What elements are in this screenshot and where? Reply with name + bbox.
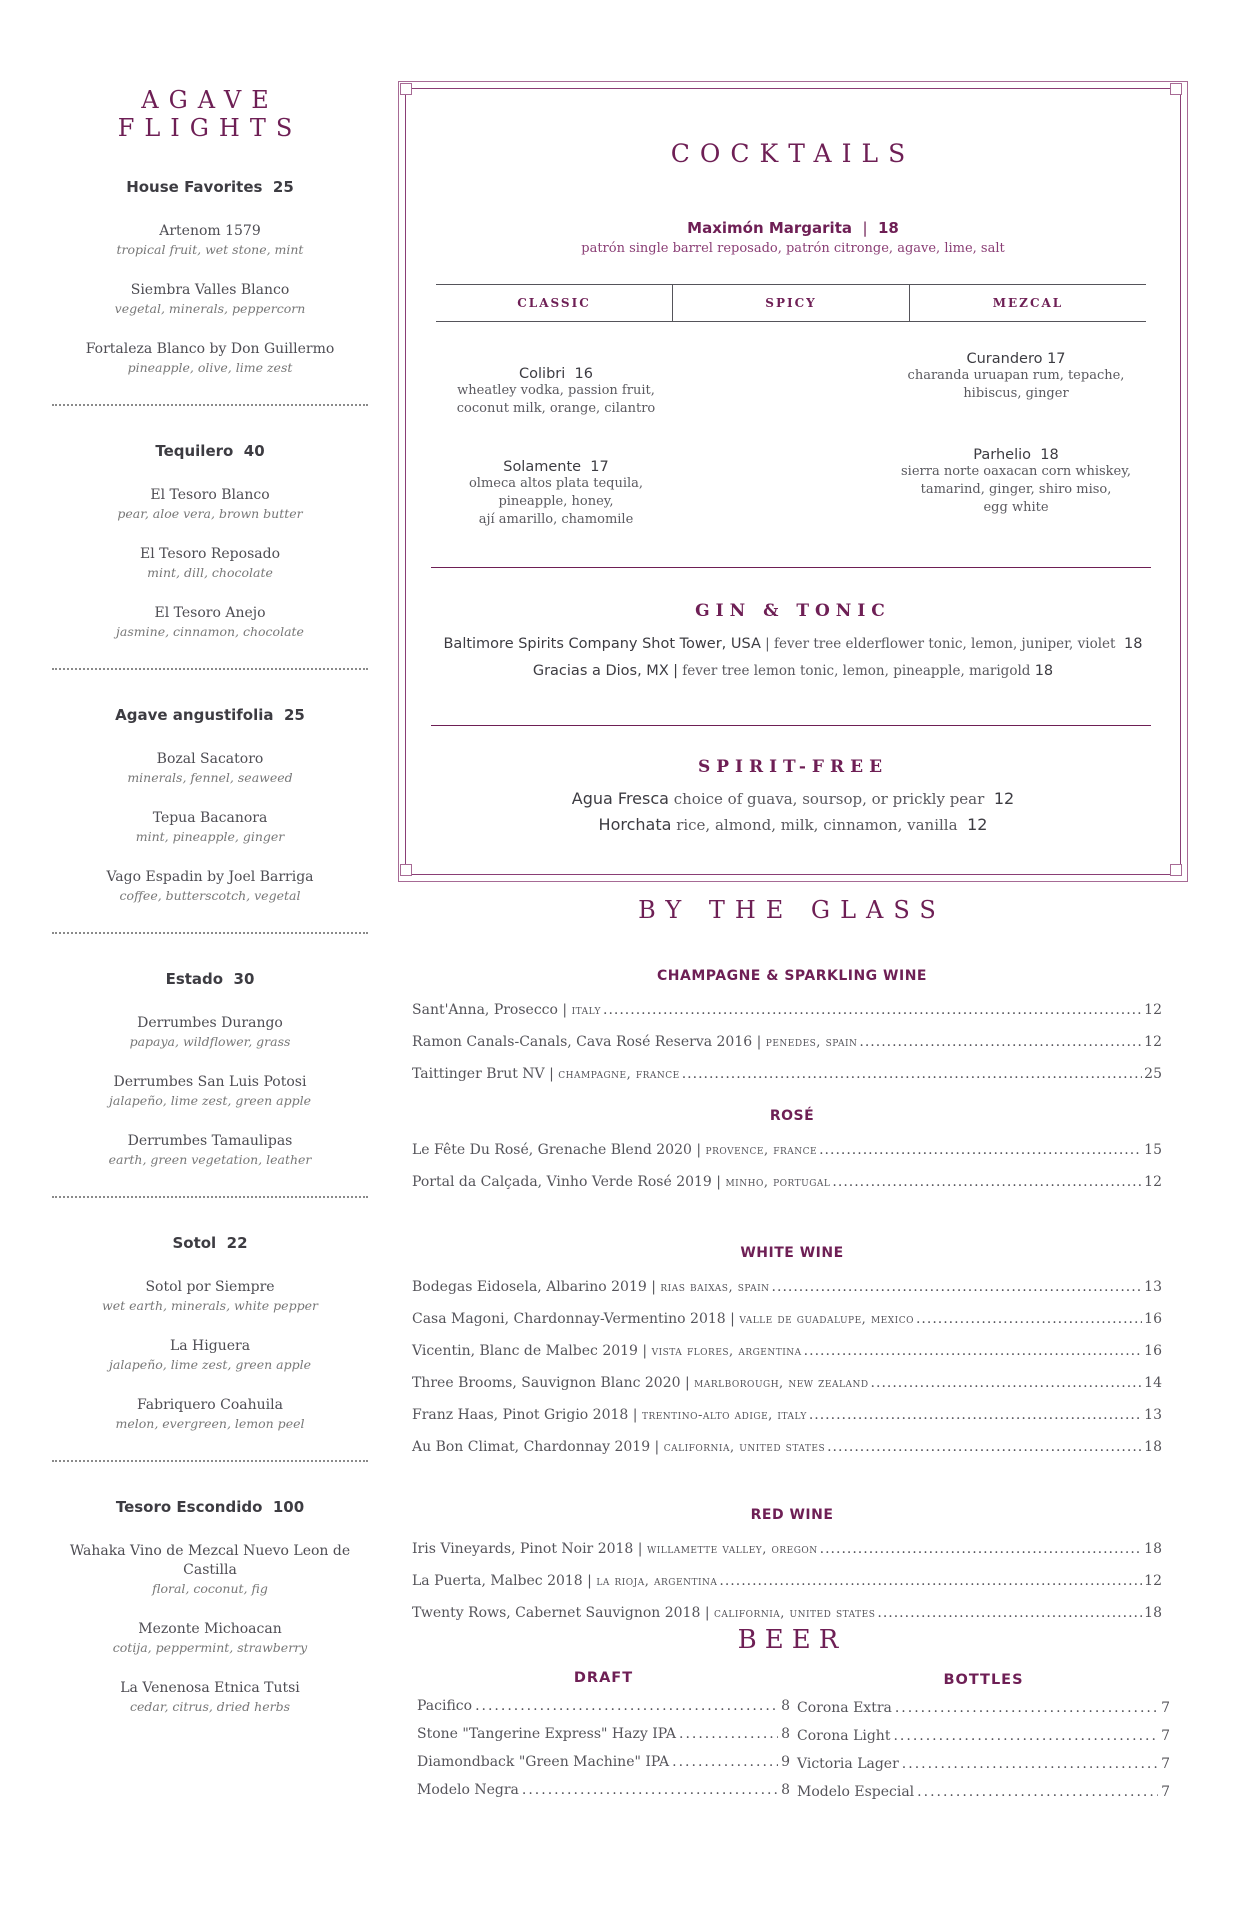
dot-leader	[603, 1002, 1142, 1018]
wine-separator: |	[700, 1605, 714, 1621]
wine-price: 12	[1144, 1034, 1162, 1050]
flight-item	[52, 750, 368, 786]
flight-item	[52, 1132, 368, 1168]
wine-row	[412, 1279, 1162, 1295]
tasting-notes: mint, pineapple, ginger	[135, 829, 285, 844]
flight-item	[52, 1337, 368, 1373]
cocktail-parhelio	[896, 447, 1136, 517]
tab-classic: CLASSIC	[517, 296, 591, 310]
flight-item	[52, 1073, 368, 1109]
wine-region: trentino-alto adige, italy	[641, 1408, 807, 1423]
wine-region: champagne, france	[558, 1067, 680, 1082]
wine-region: penedes, spain	[765, 1035, 858, 1050]
tasting-notes: jasmine, cinnamon, chocolate	[116, 624, 304, 639]
draft-title: DRAFT	[573, 1670, 634, 1686]
beer-row	[797, 1728, 1170, 1756]
flight-name	[52, 970, 368, 988]
wine-row	[412, 1573, 1162, 1589]
beer-name: Diamondback "Green Machine" IPA	[417, 1754, 670, 1770]
spirit-free-list	[406, 786, 1180, 838]
section-divider	[431, 725, 1151, 726]
wine-region: provence, france	[705, 1143, 818, 1158]
wine-price: 25	[1144, 1066, 1162, 1082]
featured-cocktail	[406, 219, 1180, 256]
tasting-notes: jalapeño, lime zest, green apple	[109, 1093, 311, 1108]
wine-name: Taittinger Brut NV	[412, 1066, 545, 1082]
wine-category-title: RED WINE	[750, 1507, 834, 1523]
wine-region: la rioja, argentina	[596, 1574, 718, 1589]
dot-leader	[902, 1756, 1158, 1772]
tasting-notes: wet earth, minerals, white pepper	[102, 1298, 318, 1313]
flight-item	[52, 222, 368, 258]
wine-price: 13	[1144, 1279, 1162, 1295]
spirit-name: Bozal Sacatoro	[156, 751, 264, 767]
flight-title: Sotol	[172, 1234, 217, 1252]
flight-price: 25	[283, 706, 305, 724]
spirit-name: La Higuera	[169, 1338, 251, 1354]
flight-item	[52, 604, 368, 640]
beer-price: 8	[781, 1782, 790, 1798]
wine-name: Ramon Canals-Canals, Cava Rosé Reserva 2016	[412, 1034, 753, 1050]
wine-name: Casa Magoni, Chardonnay-Vermentino 2018	[412, 1311, 726, 1327]
flight-title: Estado	[165, 970, 224, 988]
beer-row	[797, 1756, 1170, 1784]
featured-cocktail-name: Maximón Margarita | 18	[687, 219, 899, 237]
cocktail-desc: egg white	[983, 500, 1049, 515]
dot-leader	[804, 1343, 1143, 1359]
dot-leader	[719, 1573, 1142, 1589]
flight-price: 30	[233, 970, 255, 988]
flight-item	[52, 486, 368, 522]
frame-corner	[400, 864, 412, 876]
flight-title: Agave angustifolia	[115, 706, 274, 724]
beer-title: BEER	[737, 1625, 847, 1655]
flight-group	[52, 178, 368, 376]
dot-leader	[522, 1782, 778, 1798]
by-the-glass-title: BY THE GLASS	[638, 896, 946, 924]
tasting-notes: earth, green vegetation, leather	[108, 1152, 312, 1167]
flight-item	[52, 1396, 368, 1432]
tasting-notes: floral, coconut, fig	[152, 1581, 268, 1596]
wine-price: 14	[1144, 1375, 1162, 1391]
wine-price: 13	[1144, 1407, 1162, 1423]
dotted-divider	[52, 1196, 368, 1198]
dot-leader	[682, 1066, 1142, 1082]
wine-region: vista flores, argentina	[651, 1344, 802, 1359]
beer-row	[417, 1754, 790, 1782]
frame-corner	[1170, 864, 1182, 876]
wine-name: Three Brooms, Sauvignon Blanc 2020	[412, 1375, 681, 1391]
wine-row	[412, 1375, 1162, 1391]
frame-corner	[1170, 83, 1182, 95]
gin-tonic-item: Baltimore Spirits Company Shot Tower, USA | fever tree elderflower tonic, lemon, juniper, violet 18	[443, 636, 1143, 652]
wine-separator: |	[725, 1311, 740, 1327]
beer-name: Pacifico	[417, 1698, 473, 1714]
flight-group	[52, 706, 368, 904]
flight-price: 40	[243, 442, 265, 460]
cocktail-desc: wheatley vodka, passion fruit,	[457, 383, 655, 398]
flight-group	[52, 442, 368, 640]
spirit-name: Wahaka Vino de Mezcal Nuevo Leon de Castilla	[69, 1543, 351, 1578]
beer-price: 8	[781, 1726, 790, 1742]
dot-leader	[679, 1726, 778, 1742]
flight-item	[52, 1620, 368, 1656]
wine-region: marlborough, new zealand	[694, 1376, 869, 1391]
wine-price: 12	[1144, 1174, 1162, 1190]
beer-price: 7	[1161, 1784, 1170, 1800]
wine-separator: |	[711, 1174, 726, 1190]
wine-price: 15	[1144, 1142, 1162, 1158]
spirit-free-title: SPIRIT-FREE	[697, 757, 889, 777]
cocktail-colibri	[436, 366, 676, 418]
tasting-notes: pear, aloe vera, brown butter	[117, 506, 303, 521]
wine-row	[412, 1541, 1162, 1557]
wine-separator: |	[544, 1066, 559, 1082]
tasting-notes: cotija, peppermint, strawberry	[112, 1640, 308, 1655]
flight-name	[52, 706, 368, 724]
wine-price: 18	[1144, 1541, 1162, 1557]
dot-leader	[820, 1541, 1143, 1557]
cocktail-name: Curandero 17	[966, 351, 1066, 367]
draft-list	[417, 1698, 790, 1810]
beer-draft-column	[417, 1670, 790, 1810]
featured-cocktail-desc: patrón single barrel reposado, patrón citronge, agave, lime, salt	[581, 241, 1005, 256]
beer-row	[797, 1700, 1170, 1728]
cocktails-title: COCKTAILS	[670, 139, 916, 168]
wine-name: Iris Vineyards, Pinot Noir 2018	[412, 1541, 634, 1557]
beer-price: 7	[1161, 1728, 1170, 1744]
flight-group	[52, 1498, 368, 1715]
cocktail-desc: coconut milk, orange, cilantro	[456, 401, 656, 416]
spirit-free-item: Agua Fresca choice of guava, soursop, or prickly pear 12	[571, 789, 1015, 808]
beer-price: 9	[781, 1754, 790, 1770]
tasting-notes: tropical fruit, wet stone, mint	[116, 242, 304, 257]
wine-name: Vicentin, Blanc de Malbec 2019	[412, 1343, 638, 1359]
wine-separator: |	[557, 1002, 572, 1018]
flight-name	[52, 178, 368, 196]
beer-name: Victoria Lager	[797, 1756, 899, 1772]
wine-separator: |	[637, 1343, 652, 1359]
beer-price: 7	[1161, 1700, 1170, 1716]
cocktail-name: Solamente 17	[503, 459, 609, 475]
dot-leader	[916, 1311, 1142, 1327]
wine-row	[412, 1407, 1162, 1423]
flight-group	[52, 970, 368, 1168]
gin-tonic-title: GIN & TONIC	[695, 601, 891, 621]
dotted-divider	[52, 1460, 368, 1462]
bottles-list	[797, 1700, 1170, 1812]
flight-name	[52, 442, 368, 460]
beer-row	[417, 1782, 790, 1810]
tasting-notes: mint, dill, chocolate	[147, 565, 273, 580]
wine-row	[412, 1343, 1162, 1359]
wine-name: Franz Haas, Pinot Grigio 2018	[412, 1407, 629, 1423]
dot-leader	[832, 1174, 1142, 1190]
wine-row	[412, 1174, 1162, 1190]
wine-region: california, united states	[663, 1440, 826, 1455]
wine-region: italy	[571, 1003, 601, 1018]
cocktail-desc: ají amarillo, chamomile	[478, 512, 634, 527]
beer-name: Stone "Tangerine Express" Hazy IPA	[417, 1726, 676, 1742]
dotted-divider	[52, 668, 368, 670]
wine-separator: |	[633, 1541, 647, 1557]
spirit-name: El Tesoro Blanco	[150, 487, 270, 503]
cocktail-solamente	[436, 459, 676, 529]
beer-price: 8	[781, 1698, 790, 1714]
flight-price: 100	[272, 1498, 305, 1516]
wine-row	[412, 1439, 1162, 1455]
beer-row	[417, 1726, 790, 1754]
cocktail-name: Colibri 16	[519, 366, 593, 382]
cocktail-desc: sierra norte oaxacan corn whiskey,	[901, 464, 1131, 479]
flight-item	[52, 809, 368, 845]
wine-price: 12	[1144, 1002, 1162, 1018]
flight-name	[52, 1498, 368, 1516]
tasting-notes: coffee, butterscotch, vegetal	[119, 888, 301, 903]
spirit-name: Tepua Bacanora	[152, 810, 268, 826]
beer-name: Corona Light	[797, 1728, 891, 1744]
tasting-notes: pineapple, olive, lime zest	[127, 360, 293, 375]
gin-tonic-list	[406, 631, 1180, 685]
wine-name: Au Bon Climat, Chardonnay 2019	[412, 1439, 651, 1455]
spirit-name: Fabriquero Coahuila	[137, 1397, 283, 1413]
flight-item	[52, 340, 368, 376]
wine-separator: |	[646, 1279, 661, 1295]
dot-leader	[475, 1698, 778, 1714]
spirit-free-item: Horchata rice, almond, milk, cinnamon, vanilla 12	[598, 815, 988, 834]
flight-item	[52, 1679, 368, 1715]
tasting-notes: papaya, wildflower, grass	[129, 1034, 291, 1049]
cocktail-curandero	[896, 351, 1136, 403]
agave-flights-column	[52, 86, 368, 1738]
wine-region: minho, portugal	[725, 1175, 831, 1190]
dot-leader	[871, 1375, 1143, 1391]
section-divider	[431, 567, 1151, 568]
dotted-divider	[52, 404, 368, 406]
wine-row	[412, 1142, 1162, 1158]
flight-item	[52, 1014, 368, 1050]
dot-leader	[893, 1728, 1158, 1744]
wine-price: 16	[1144, 1311, 1162, 1327]
tab-spicy: SPICY	[672, 285, 909, 321]
wine-region: valle de guadalupe, mexico	[739, 1312, 914, 1327]
dot-leader	[827, 1439, 1142, 1455]
spirit-name: La Venenosa Etnica Tutsi	[120, 1680, 300, 1696]
wine-category-title: WHITE WINE	[740, 1245, 844, 1261]
wine-row	[412, 1311, 1162, 1327]
dot-leader	[772, 1279, 1143, 1295]
flight-name	[52, 1234, 368, 1252]
tab-mezcal: MEZCAL	[909, 285, 1146, 321]
dot-leader	[895, 1700, 1158, 1716]
flight-price: 22	[226, 1234, 248, 1252]
wine-name: Twenty Rows, Cabernet Sauvignon 2018	[412, 1605, 701, 1621]
spirit-name: Derrumbes Durango	[137, 1015, 283, 1031]
cocktail-category-tabs	[436, 284, 1146, 322]
flight-item	[52, 1278, 368, 1314]
spirit-name: Vago Espadin by Joel Barriga	[106, 869, 314, 885]
wine-region: willamette valley, oregon	[646, 1542, 818, 1557]
wine-name: La Puerta, Malbec 2018	[412, 1573, 583, 1589]
dot-leader	[877, 1605, 1142, 1621]
spirit-name: Siembra Valles Blanco	[130, 282, 290, 298]
flight-item	[52, 868, 368, 904]
spirit-name: Sotol por Siempre	[145, 1279, 275, 1295]
beer-name: Modelo Especial	[797, 1784, 915, 1800]
flight-item	[52, 1542, 368, 1597]
dot-leader	[917, 1784, 1158, 1800]
beer-name: Corona Extra	[797, 1700, 892, 1716]
spirit-name: Mezonte Michoacan	[138, 1621, 282, 1637]
spirit-name: Artenom 1579	[159, 223, 261, 239]
tasting-notes: jalapeño, lime zest, green apple	[109, 1357, 311, 1372]
wine-region: rias baixas, spain	[660, 1280, 770, 1295]
tasting-notes: vegetal, minerals, peppercorn	[114, 301, 306, 316]
bottles-title: BOTTLES	[943, 1672, 1024, 1688]
wine-separator: |	[691, 1142, 706, 1158]
cocktail-desc: charanda uruapan rum, tepache,	[907, 368, 1125, 383]
wine-price: 18	[1144, 1605, 1162, 1621]
cocktail-desc: olmeca altos plata tequila,	[468, 476, 644, 491]
tasting-notes: minerals, fennel, seaweed	[127, 770, 293, 785]
tasting-notes: melon, evergreen, lemon peel	[115, 1416, 305, 1431]
wine-separator: |	[650, 1439, 664, 1455]
wine-row	[412, 1066, 1162, 1082]
flights-list	[52, 178, 368, 1715]
spirit-name: El Tesoro Reposado	[139, 546, 280, 562]
flight-title: House Favorites	[126, 178, 263, 196]
beer-name: Modelo Negra	[417, 1782, 519, 1798]
dotted-divider	[52, 932, 368, 934]
wine-price: 12	[1144, 1573, 1162, 1589]
flight-item	[52, 545, 368, 581]
wine-price: 18	[1144, 1439, 1162, 1455]
flight-price: 25	[272, 178, 294, 196]
beer-bottles-column	[797, 1672, 1170, 1812]
flight-group	[52, 1234, 368, 1432]
wine-name: Sant'Anna, Prosecco	[412, 1002, 558, 1018]
flight-item	[52, 281, 368, 317]
cocktails-frame	[405, 88, 1181, 875]
dot-leader	[859, 1034, 1142, 1050]
spirit-name: El Tesoro Anejo	[154, 605, 266, 621]
wine-category-title: CHAMPAGNE & SPARKLING WINE	[657, 968, 927, 984]
spirit-name: Fortaleza Blanco by Don Guillermo	[85, 341, 335, 357]
beer-row	[417, 1698, 790, 1726]
beer-row	[797, 1784, 1170, 1812]
wine-separator: |	[680, 1375, 695, 1391]
wine-region: california, united states	[714, 1606, 876, 1621]
dot-leader	[819, 1142, 1142, 1158]
dot-leader	[672, 1754, 778, 1770]
spirit-name: Derrumbes San Luis Potosi	[113, 1074, 307, 1090]
wine-row	[412, 1605, 1162, 1621]
wine-row	[412, 1002, 1162, 1018]
cocktail-name: Parhelio 18	[973, 447, 1059, 463]
tasting-notes: cedar, citrus, dried herbs	[130, 1699, 290, 1714]
wine-separator: |	[752, 1034, 766, 1050]
cocktail-desc: tamarind, ginger, shiro miso,	[920, 482, 1112, 497]
dot-leader	[809, 1407, 1142, 1423]
wine-name: Bodegas Eidosela, Albarino 2019	[412, 1279, 647, 1295]
frame-corner	[400, 83, 412, 95]
cocktail-desc: pineapple, honey,	[498, 494, 614, 509]
wine-price: 16	[1144, 1343, 1162, 1359]
spirit-name: Derrumbes Tamaulipas	[127, 1133, 293, 1149]
wine-name: Portal da Calçada, Vinho Verde Rosé 2019	[412, 1174, 712, 1190]
wine-separator: |	[582, 1573, 597, 1589]
cocktail-desc: hibiscus, ginger	[963, 386, 1069, 401]
wine-row	[412, 1034, 1162, 1050]
wine-category-title: ROSÉ	[769, 1108, 815, 1124]
wine-separator: |	[628, 1407, 642, 1423]
agave-flights-title: AGAVE FLIGHTS	[117, 86, 303, 142]
flight-title: Tesoro Escondido	[115, 1498, 263, 1516]
wine-name: Le Fête Du Rosé, Grenache Blend 2020	[412, 1142, 692, 1158]
beer-price: 7	[1161, 1756, 1170, 1772]
gin-tonic-item: Gracias a Dios, MX | fever tree lemon tonic, lemon, pineapple, marigold 18	[532, 663, 1054, 679]
flight-title: Tequilero	[155, 442, 234, 460]
